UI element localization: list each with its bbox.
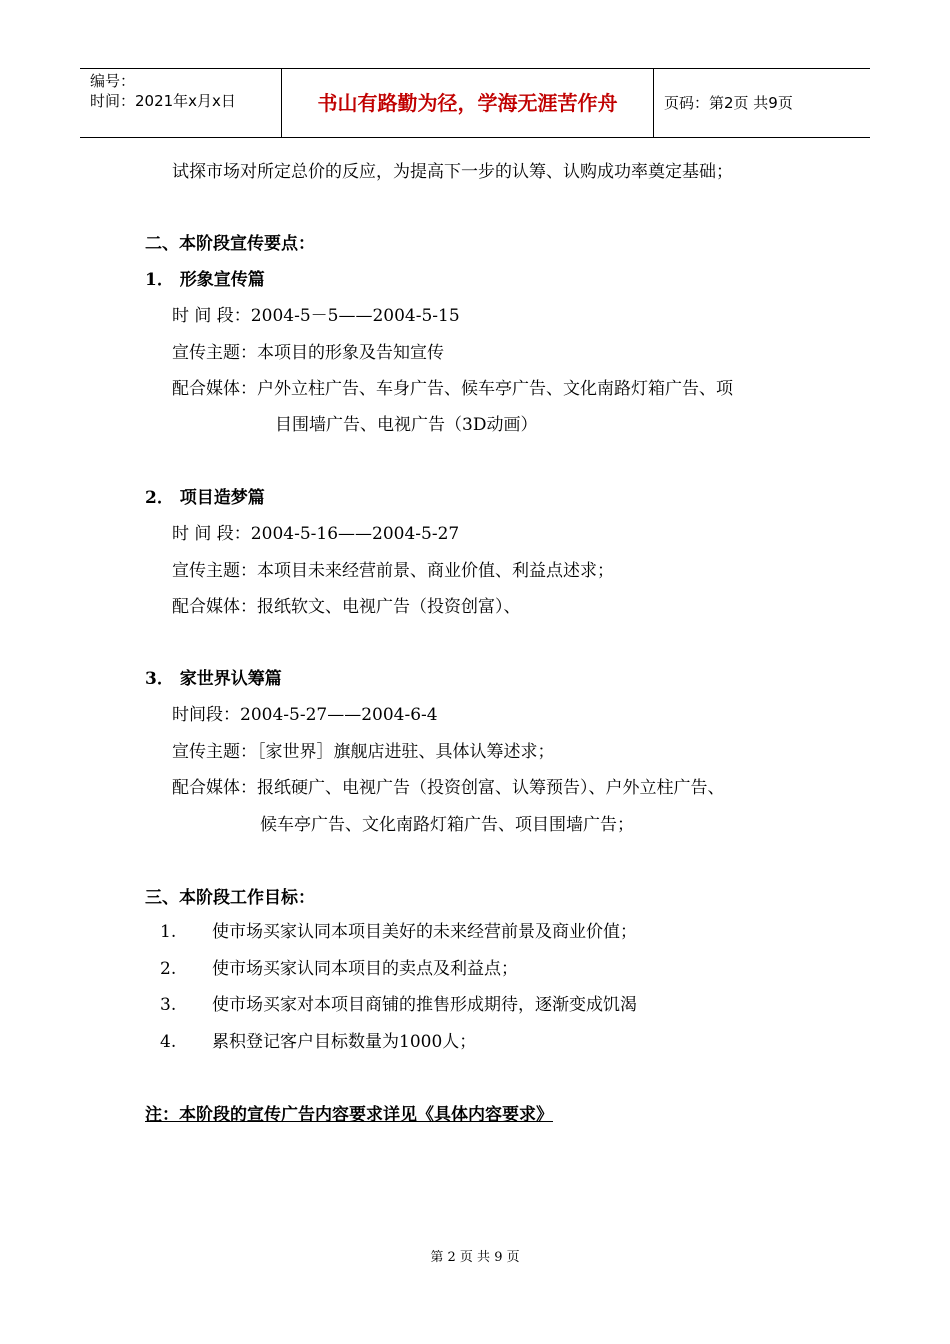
section-3-heading: 三、本阶段工作目标： (145, 888, 315, 908)
intro-text: 试探市场对所定总价的反应，为提高下一步的认筹、认购成功率奠定基础； (172, 162, 733, 182)
header-motto: 书山有路勤为径，学海无涯苦作舟 (281, 69, 654, 137)
header-page-info: 页码：第2页 共9页 (664, 94, 793, 112)
item-1-media-cont: 目围墙广告、电视广告（3D动画） (275, 415, 538, 435)
item-3-theme: 宣传主题：［家世界］旗舰店进驻、具体认筹述求； (172, 742, 555, 762)
item-1-title: 1． 形象宣传篇 (145, 270, 265, 290)
goal-1-text: 使市场买家认同本项目美好的未来经营前景及商业价值； (212, 922, 637, 942)
item-3-media: 配合媒体：报纸硬广、电视广告（投资创富、认筹预告）、户外立柱广告、 (172, 778, 725, 798)
goal-3-text: 使市场买家对本项目商铺的推售形成期待，逐渐变成饥渴 (212, 995, 637, 1015)
item-3-media-cont: 候车亭广告、文化南路灯箱广告、项目围墙广告； (260, 815, 634, 835)
item-2-period: 时 间 段：2004-5-16——2004-5-27 (172, 524, 460, 544)
item-2-title: 2． 项目造梦篇 (145, 488, 265, 508)
page-footer: 第 2 页 共 9 页 (430, 1250, 520, 1265)
goal-2-text: 使市场买家认同本项目的卖点及利益点； (212, 959, 518, 979)
goal-3-number: 3. (160, 995, 177, 1015)
item-3-title: 3． 家世界认筹篇 (145, 669, 282, 689)
note-text: 注：本阶段的宣传广告内容要求详见《具体内容要求》 (145, 1105, 553, 1125)
page-header (80, 68, 870, 138)
goal-2-number: 2. (160, 959, 177, 979)
item-3-period: 时间段：2004-5-27——2004-6-4 (172, 705, 438, 725)
item-1-media: 配合媒体：户外立柱广告、车身广告、候车亭广告、文化南路灯箱广告、项 (172, 379, 733, 399)
goal-1-number: 1. (160, 922, 177, 942)
item-1-theme: 宣传主题：本项目的形象及告知宣传 (172, 343, 444, 363)
section-2-heading: 二、本阶段宣传要点： (145, 234, 315, 254)
item-1-period: 时 间 段：2004-5－5——2004-5-15 (172, 306, 460, 326)
document-date: 时间：2021年x月x日 (90, 92, 236, 110)
document-number-label: 编号： (90, 72, 136, 90)
goal-4-text: 累积登记客户目标数量为1000人； (212, 1032, 477, 1052)
goal-4-number: 4. (160, 1032, 177, 1052)
header-meta (80, 69, 281, 137)
item-2-theme: 宣传主题：本项目未来经营前景、商业价值、利益点述求； (172, 561, 614, 581)
item-2-media: 配合媒体：报纸软文、电视广告（投资创富）、 (172, 597, 521, 617)
